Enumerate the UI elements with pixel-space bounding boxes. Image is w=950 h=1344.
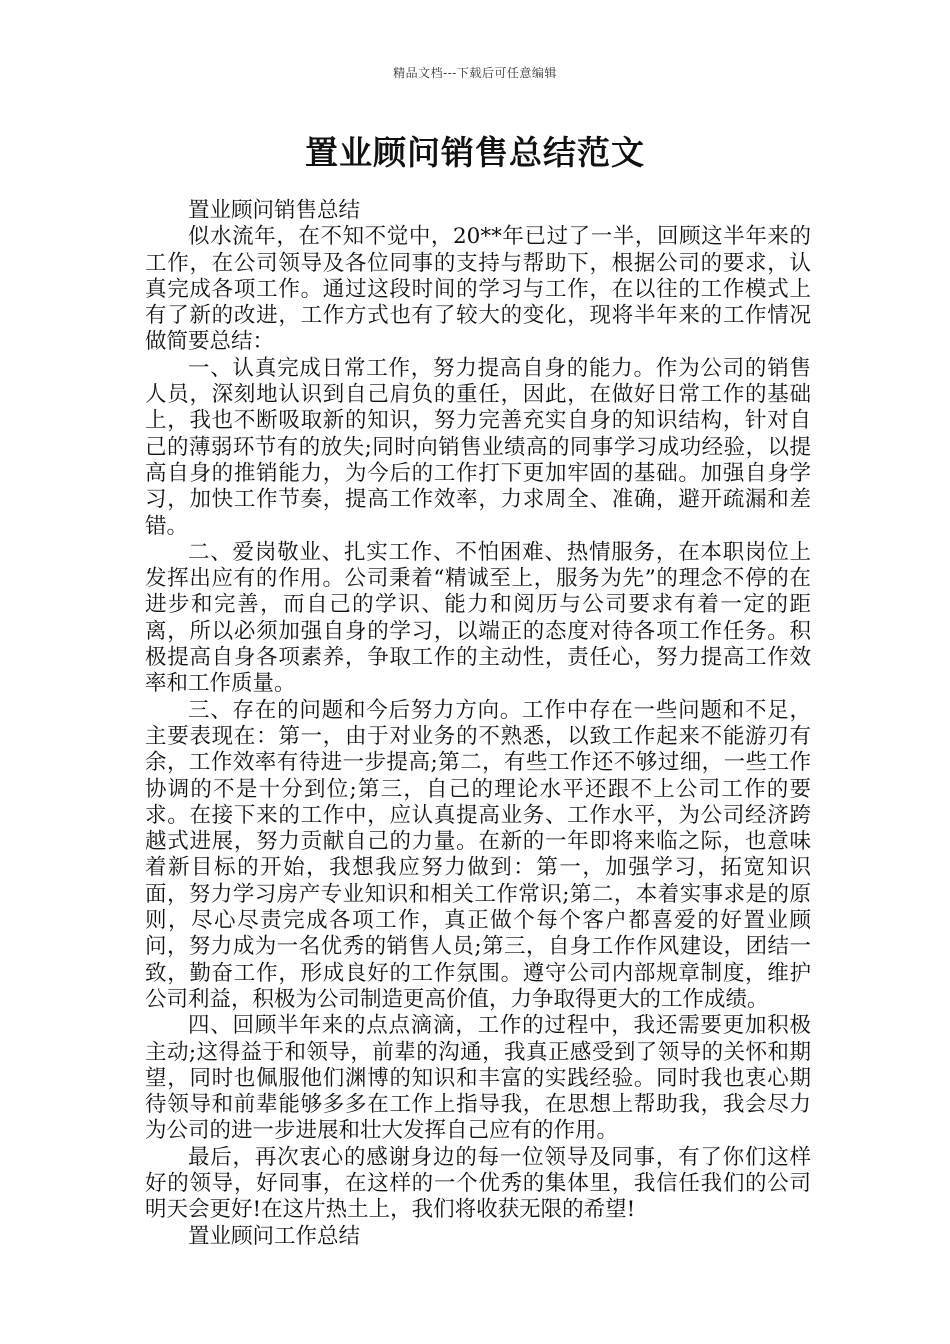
section-subtitle: 置业顾问销售总结 [188, 198, 361, 223]
paragraph-point-one: 一、认真完成日常工作，努力提高自身的能力。作为公司的销售人员，深刻地认识到自己肩负的重任，因此，在做好日常工作的基础上，我也不断吸取新的知识，努力完善充实自身的知识结构，针对自己的薄弱环节有的放失;同时向销售业绩高的同事学习成功经验，以提高自身的推销能力，为今后的工作打下更加牢固的基础。加强自身学习，加快工作节奏，提高工作效率，力求周全、准确，避开疏漏和差错。 [145, 355, 811, 539]
paragraph-intro: 似水流年，在不知不觉中，20**年已过了一半，回顾这半年来的工作，在公司领导及各位同事的支持与帮助下，根据公司的要求，认真完成各项工作。通过这段时间的学习与工作，在以往的工作模式上有了新的改进，工作方式也有了较大的变化，现将半年来的工作情况做简要总结： [145, 224, 811, 355]
paragraph-point-two: 二、爱岗敬业、扎实工作、不怕困难、热情服务，在本职岗位上发挥出应有的作用。公司秉着“精诚至上，服务为先”的理念不停的在进步和完善，而自己的学识、能力和阅历与公司要求有着一定的距离，所以必须加强自身的学习，以端正的态度对待各项工作任务。积极提高自身各项素养，争取工作的主动性，责任心，努力提高工作效率和工作质量。 [145, 539, 811, 697]
section-subtitle-next: 置业顾问工作总结 [188, 1223, 361, 1249]
header-note: 精品文档---下载后可任意编辑 [393, 66, 557, 80]
paragraph-point-four: 四、回顾半年来的点点滴滴，工作的过程中，我还需要更加积极主动;这得益于和领导，前辈的沟通，我真正感受到了领导的关怀和期望，同时也佩服他们渊博的知识和丰富的实践经验。同时我也衷心期待领导和前辈能够多多在工作上指导我，在思想上帮助我，我会尽力为公司的进一步进展和壮大发挥自己应有的作用。 [145, 1013, 811, 1144]
document-title: 置业顾问销售总结范文 [305, 133, 645, 172]
paragraph-closing: 最后，再次衷心的感谢身边的每一位领导及同事，有了你们这样好的领导，好同事，在这样的一个优秀的集体里，我信任我们的公司明天会更好!在这片热土上，我们将收获无限的希望! [145, 1144, 811, 1223]
paragraph-point-three: 三、存在的问题和今后努力方向。工作中存在一些问题和不足，主要表现在：第一，由于对业务的不熟悉，以致工作起来不能游刃有余，工作效率有待进一步提高;第二，有些工作还不够过细，一些工作协调的不是十分到位;第三，自己的理论水平还跟不上公司工作的要求。在接下来的工作中，应认真提高业务、工作水平，为公司经济跨越式进展，努力贡献自己的力量。在新的一年即将来临之际，也意味着新目标的开始，我想我应努力做到：第一，加强学习，拓宽知识面，努力学习房产专业知识和相关工作常识;第二，本着实事求是的原则，尽心尽责完成各项工作，真正做个每个客户都喜爱的好置业顾问，努力成为一名优秀的销售人员;第三，自身工作作风建设，团结一致，勤奋工作，形成良好的工作氛围。遵守公司内部规章制度，维护公司利益，积极为公司制造更高价值，力争取得更大的工作成绩。 [145, 697, 811, 1012]
document-body [145, 198, 811, 1250]
